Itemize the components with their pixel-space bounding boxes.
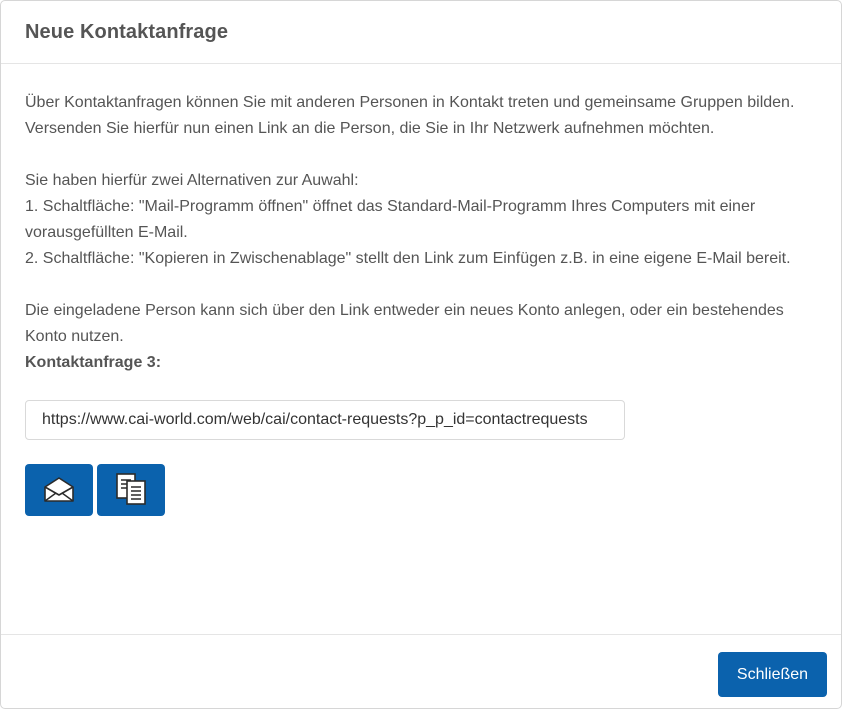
clipboard-copy-icon [115, 472, 147, 509]
intro-text: Über Kontaktanfragen können Sie mit anderen Personen in Kontakt treten und gemeinsame Gruppen bilden. Versenden Sie hierfür nun einen Link an die Person, die Sie in Ihr Netzwerk aufnehmen möchten. [25, 94, 795, 137]
open-mail-program-button[interactable] [25, 464, 93, 516]
contact-request-label: Kontaktanfrage 3: [25, 354, 162, 371]
copy-to-clipboard-button[interactable] [97, 464, 165, 516]
envelope-icon [43, 475, 75, 506]
dialog-footer [1, 634, 841, 708]
alternatives-heading: Sie haben hierfür zwei Alternativen zur Auwahl: [25, 172, 359, 189]
close-button[interactable]: Schließen [718, 652, 827, 697]
dialog-title: Neue Kontaktanfrage [25, 20, 229, 43]
outro-text: Die eingeladene Person kann sich über den Link entweder ein neues Konto anlegen, oder ein bestehendes Konto nutzen. [25, 302, 784, 345]
dialog-header [1, 1, 841, 64]
alternative-2-text: 2. Schaltfläche: "Kopieren in Zwischenablage" stellt den Link zum Einfügen z.B. in eine eigene E-Mail bereit. [25, 250, 791, 267]
dialog-body [1, 64, 841, 516]
contact-link-input[interactable] [25, 400, 625, 440]
alternative-1-text: 1. Schaltfläche: "Mail-Programm öffnen" öffnet das Standard-Mail-Programm Ihres Computers mit einer vorausgefüllten E-Mail. [25, 198, 756, 241]
action-buttons [25, 464, 817, 516]
